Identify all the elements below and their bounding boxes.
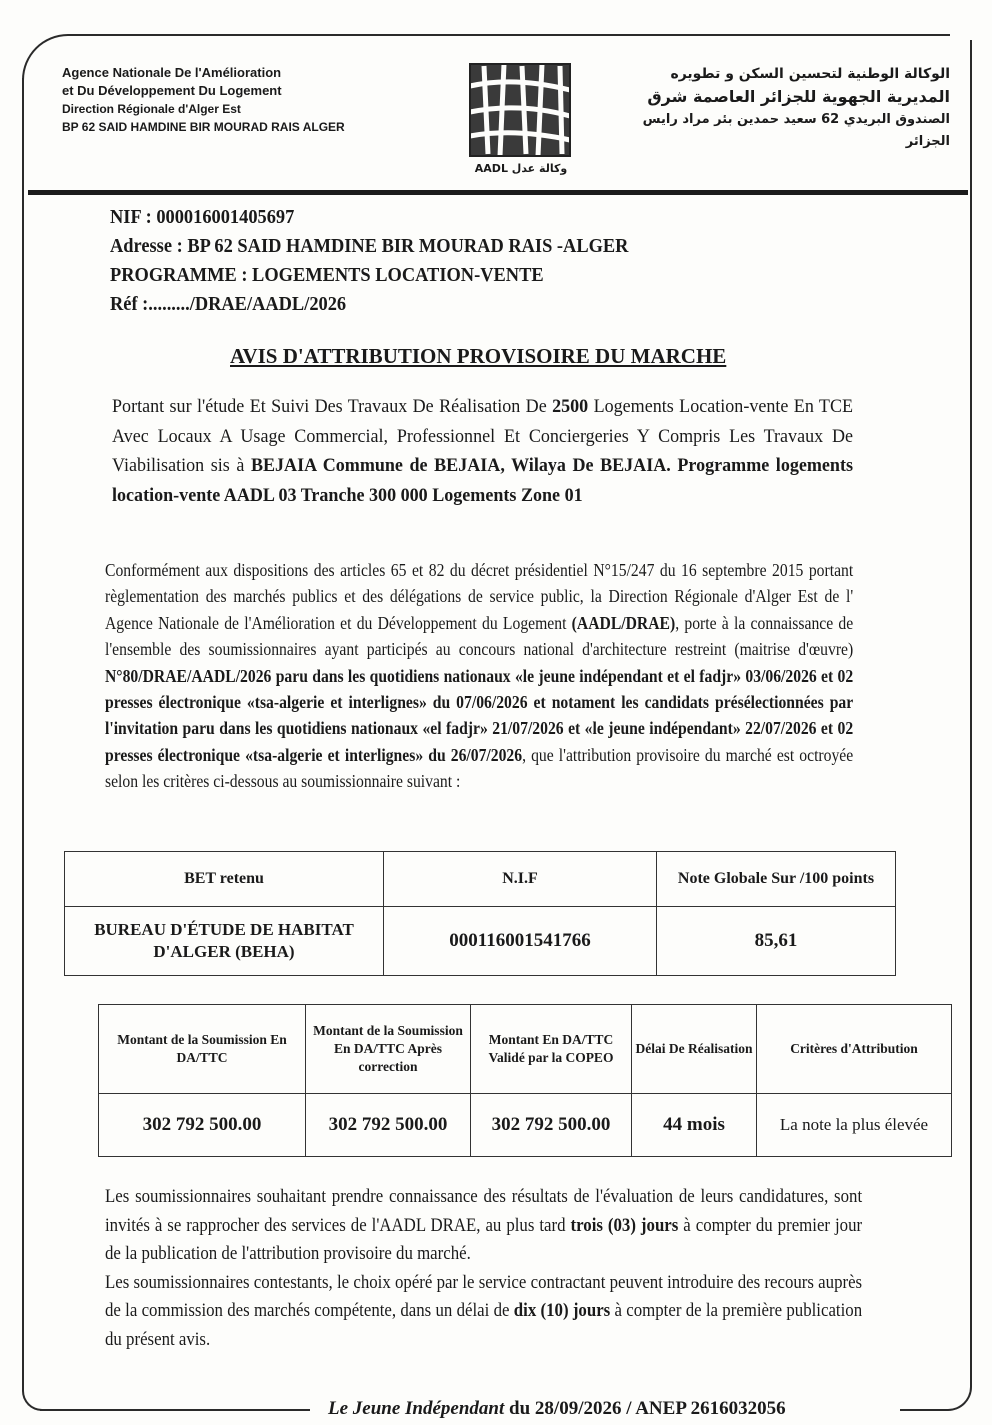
amount-cell-2: 302 792 500.00 [306, 1094, 471, 1157]
header-ar-line4: الجزائر [905, 134, 950, 149]
header-fr-line3: Direction Régionale d'Alger Est [62, 102, 241, 116]
page-title: AVIS D'ATTRIBUTION PROVISOIRE DU MARCHE [230, 344, 727, 368]
amount-header-2: Montant de la Soumission En DA/TTC Après correction [306, 1005, 471, 1094]
header-arabic [620, 64, 950, 153]
frame-corner-bottom-left [22, 1361, 42, 1411]
header-fr-line2: et Du Développement Du Logement [62, 83, 282, 98]
publication-date: du 28/09/2026 / ANEP 2616032056 [504, 1398, 786, 1419]
bet-table [64, 851, 896, 976]
footer-text-4: à compter de la première publication du présent avis. [105, 1301, 863, 1350]
frame-top [72, 34, 950, 36]
amount-table-header [99, 1005, 952, 1094]
amount-cell-4: 44 mois [632, 1094, 757, 1157]
amount-header-5: Critères d'Attribution [757, 1005, 952, 1094]
amount-header-3: Montant En DA/TTC Validé par la COPEO [471, 1005, 632, 1094]
amount-header-1: Montant de la Soumission En DA/TTC [99, 1005, 306, 1094]
table-row [65, 907, 896, 976]
programme-line: PROGRAMME : LOGEMENTS LOCATION-VENTE [110, 264, 544, 286]
amount-table [98, 1004, 952, 1157]
bet-note-cell: 85,61 [657, 907, 896, 976]
table-row [99, 1094, 952, 1157]
body-paragraph [105, 557, 853, 795]
object-paragraph [112, 392, 853, 510]
reference-block [110, 203, 628, 319]
frame-bottom-right [900, 1409, 948, 1411]
address-line: Adresse : BP 62 SAID HAMDINE BIR MOURAD RAIS -ALGER [110, 235, 629, 257]
footer-text-2: à compter du premier jour de la publication de l'attribution provisoire du marché. [105, 1215, 863, 1265]
publication-source [322, 1398, 792, 1420]
bet-table-header [65, 852, 896, 907]
amount-header-4: Délai De Réalisation [632, 1005, 757, 1094]
bet-header-note: Note Globale Sur /100 points [657, 852, 896, 907]
header-fr-line1: Agence Nationale De l'Amélioration [62, 65, 282, 80]
body-text-1: Conformément aux dispositions des articles 65 et 82 du décret présidentiel N°15/247 du 16 septembre 2015 portant règlementation des marchés publics et des délégations de service public, la Direction Régionale d'Alger Est de l' Agence Nationale de l'Amélioration et du Développement du Logement [105, 560, 854, 633]
footer-deadline-1: trois (03) jours [570, 1215, 679, 1236]
bet-nif-cell: 000116001541766 [384, 907, 657, 976]
header-ar-line3: الصندوق البريدي 62 سعيد حمدين بئر مراد رايس [642, 112, 950, 127]
frame-corner-bottom-right [948, 1368, 972, 1411]
object-count: 2500 [552, 396, 589, 417]
body-acronym: (AADL/DRAE) [571, 612, 676, 633]
header-divider [28, 190, 968, 195]
header-ar-line2: المديرية الجهوية للجزائر العاصمة شرق [647, 87, 950, 106]
header-french [62, 64, 422, 136]
footer-deadline-2: dix (10) jours [513, 1301, 611, 1322]
newspaper-name: Le Jeune Indépendant [328, 1398, 505, 1419]
amount-cell-5: La note la plus élevée [757, 1094, 952, 1157]
footer-text-3: Les soumissionnaires contestants, le choix opéré par le service contractant peuvent introduire des recours auprès de la commission des marchés compétente, dans un délai de [105, 1272, 863, 1322]
footer-paragraph [105, 1183, 862, 1355]
bet-header-bet: BET retenu [65, 852, 384, 907]
object-location: BEJAIA Commune de BEJAIA, Wilaya De BEJAIA. Programme logements location-vente AADL 03 Tranche 300 000 Logements Zone 01 [112, 455, 854, 506]
header-fr-line4: BP 62 SAID HAMDINE BIR MOURAD RAIS ALGER [62, 120, 345, 134]
ref-line: Réf :........./DRAE/AADL/2026 [110, 293, 347, 315]
aadl-logo-icon [464, 56, 576, 176]
object-text-2: Logements Location-vente En TCE Avec Locaux A Usage Commercial, Professionnel Et Conciergeries Y Compris Les Travaux De Viabilisation sis à [112, 396, 854, 476]
body-publications: N°80/DRAE/AADL/2026 paru dans les quotidiens nationaux «le jeune indépendant et el fadjr» 03/06/2026 et 02 presses électronique «tsa-algerie et interlignes» du 07/06/2026 et notament les candidats présélectionnées par l'invitation paru dans les quotidiens nationaux «el fadjr» 21/07/2026 et «le jeune indépendant» 22/07/2026 et 02 presses électronique «tsa-algerie et interlignes» du 26/07/2026 [105, 665, 854, 765]
bet-header-nif: N.I.F [384, 852, 657, 907]
footer-text-1: Les soumissionnaires souhaitant prendre connaissance des résultats de l'évaluation de leurs candidatures, sont invités à se rapprocher des services de l'AADL DRAE, au plus tard [105, 1187, 863, 1236]
frame-left [22, 78, 24, 1363]
amount-cell-3: 302 792 500.00 [471, 1094, 632, 1157]
header-ar-line1: الوكالة الوطنية لتحسين السكن و تطويره [670, 66, 950, 82]
amount-cell-1: 302 792 500.00 [99, 1094, 306, 1157]
body-text-3: , que l'attribution provisoire du marché est octroyée selon les critères ci-dessous au soumissionnaire suivant : [105, 744, 854, 792]
object-text-1: Portant sur l'étude Et Suivi Des Travaux De Réalisation De [112, 396, 547, 417]
frame-right [970, 40, 972, 1370]
bet-name-cell: BUREAU D'ÉTUDE DE HABITAT D'ALGER (BEHA) [65, 907, 384, 976]
logo-caption: AADL وكالة عدل [474, 162, 568, 175]
body-text-2: , porte à la connaissance de l'ensemble des soumissionnaires ayant participés au concours national d'architecture restreint (maitrise d'œuvre) [105, 612, 854, 660]
nif-line: NIF : 000016001405697 [110, 206, 295, 228]
frame-bottom [40, 1409, 310, 1411]
